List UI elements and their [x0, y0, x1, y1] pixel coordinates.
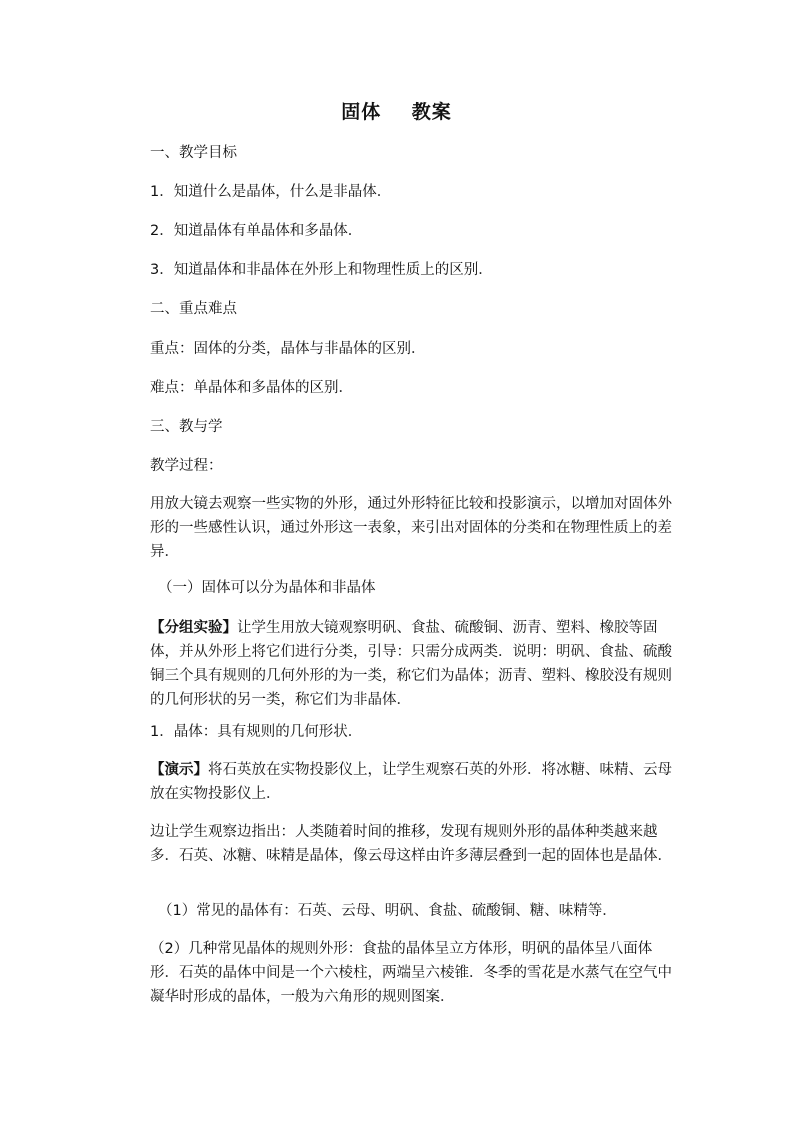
key-point-text: 重点：固体的分类，晶体与非晶体的区别． [150, 341, 426, 357]
section-heading-teaching: 三、教与学 [150, 419, 223, 435]
observation-text: 边让学生观察边指出：人类随着时间的推移，发现有规则外形的晶体种类越来越多．石英、冰糖、味精是晶体，像云母这样由许多薄层叠到一起的固体也是晶体． [150, 824, 672, 864]
common-crystals-item: （1）常见的晶体有：石英、云母、明矾、食盐、硫酸铜、糖、味精等． [158, 903, 617, 919]
intro-paragraph-text: 用放大镜去观察一些实物的外形，通过外形特征比较和投影演示，以增加对固体外形的一些感性认识，通过外形这一表象，来引出对固体的分类和在物理性质上的差异． [150, 496, 672, 560]
crystal-shapes-text: （2）几种常见晶体的规则外形：食盐的晶体呈立方体形，明矾的晶体呈八面体形．石英的晶体中间是一个六棱柱，两端呈六棱锥．冬季的雪花是水蒸气在空气中凝华时形成的晶体，一般为六角形的规则图案． [150, 941, 672, 1005]
section-heading-key-points: 二、重点难点 [150, 301, 237, 317]
difficulty-text: 难点：单晶体和多晶体的区别． [150, 380, 353, 396]
demo-tag: 【演示】 [150, 762, 208, 778]
subheading-solid-classification: （一）固体可以分为晶体和非晶体 [158, 580, 376, 596]
objective-item-2: 2．知道晶体有单晶体和多晶体． [150, 223, 363, 239]
section-heading-objectives: 一、教学目标 [150, 145, 237, 161]
objective-item-1: 1．知道什么是晶体，什么是非晶体． [150, 184, 392, 200]
teaching-process-label: 教学过程： [150, 458, 223, 474]
demo-text: 将石英放在实物投影仪上，让学生观察石英的外形．将冰糖、味精、云母放在实物投影仪上． [150, 762, 672, 802]
crystal-definition-item: 1．晶体：具有规则的几何形状． [150, 724, 363, 740]
document-title: 固体 教案 [341, 101, 452, 123]
group-experiment-text: 让学生用放大镜观察明矾、食盐、硫酸铜、沥青、塑料、橡胶等固体，并从外形上将它们进行分类，引导：只需分成两类．说明：明矾、食盐、硫酸铜三个具有规则的几何外形的为一类，称它们为晶体；沥青、塑料、橡胶没有规则的几何形状的另一类，称它们为非晶体． [150, 620, 672, 708]
intro-paragraph [150, 492, 676, 564]
demo-paragraph [150, 758, 676, 806]
observation-paragraph [150, 820, 676, 868]
crystal-shapes-paragraph [150, 937, 676, 1009]
group-experiment-paragraph [150, 616, 676, 712]
objective-item-3: 3．知道晶体和非晶体在外形上和物理性质上的区别． [150, 262, 493, 278]
group-experiment-tag: 【分组实验】 [150, 620, 237, 636]
